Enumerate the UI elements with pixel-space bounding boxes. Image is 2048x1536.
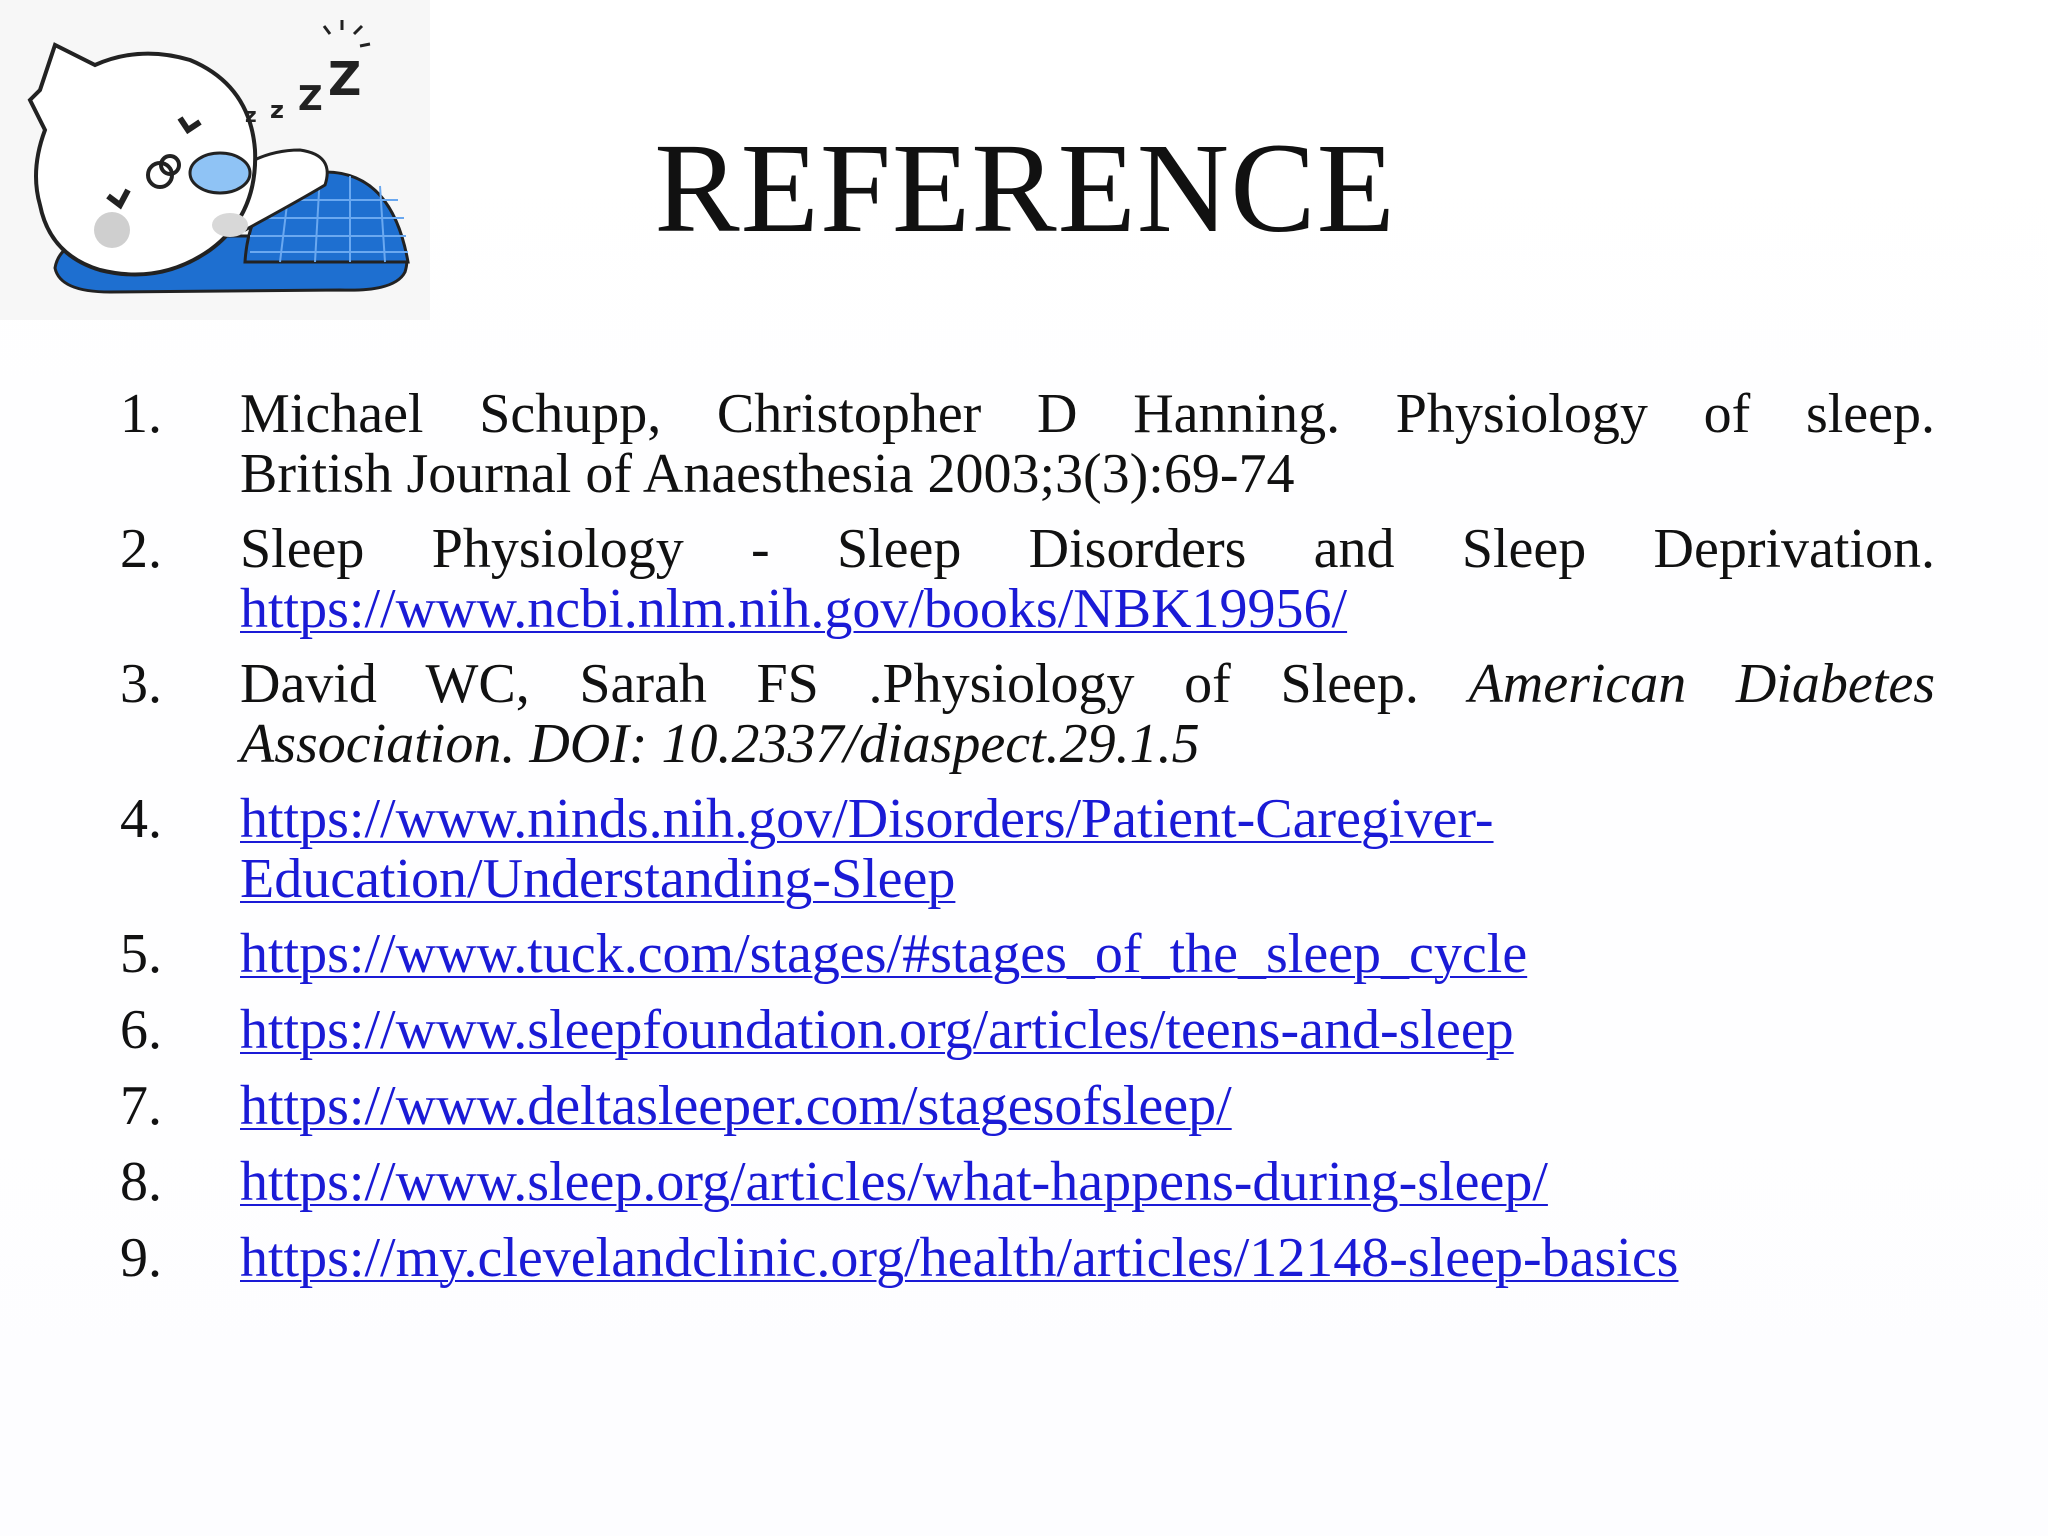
svg-text:z: z (270, 96, 284, 124)
reference-number: 1. (120, 383, 162, 445)
reference-list (120, 384, 1935, 1304)
reference-number: 6. (120, 999, 162, 1061)
svg-text:z: z (245, 103, 257, 127)
reference-text: Michael Schupp, Christopher D Hanning. Physiology of sleep. (240, 383, 1935, 445)
reference-number: 5. (120, 923, 162, 985)
reference-number: 3. (120, 653, 162, 715)
reference-text-block (240, 654, 1935, 774)
slide-title: REFERENCE (654, 117, 1396, 259)
svg-text:Z: Z (298, 79, 323, 119)
reference-link[interactable]: https://www.deltasleeper.com/stagesofsleep/ (240, 1075, 1232, 1137)
reference-number: 4. (120, 788, 162, 850)
reference-number: 9. (120, 1227, 162, 1289)
sleeping-cat-icon (0, 0, 430, 320)
reference-text: Sleep Physiology - Sleep Disorders and Sleep Deprivation. (240, 518, 1935, 580)
reference-item-9 (120, 1228, 1935, 1288)
reference-link-continued[interactable]: Education/Understanding-Sleep (240, 848, 956, 910)
reference-link[interactable]: https://www.tuck.com/stages/#stages_of_the_sleep_cycle (240, 923, 1528, 985)
reference-item-7 (120, 1076, 1935, 1136)
reference-item-3 (120, 654, 1935, 774)
reference-item-8 (120, 1152, 1935, 1212)
reference-item-5 (120, 924, 1935, 984)
reference-link[interactable]: https://my.clevelandclinic.org/health/articles/12148-sleep-basics (240, 1227, 1679, 1289)
svg-text:Z: Z (328, 52, 362, 106)
reference-item-2 (120, 519, 1935, 639)
reference-number: 8. (120, 1151, 162, 1213)
reference-number: 7. (120, 1075, 162, 1137)
reference-number: 2. (120, 518, 162, 580)
reference-text: David WC, Sarah FS .Physiology of Sleep. (240, 653, 1469, 715)
reference-item-1 (120, 384, 1935, 504)
reference-link[interactable]: https://www.sleepfoundation.org/articles/teens-and-sleep (240, 999, 1514, 1061)
reference-text: British Journal of Anaesthesia 2003;3(3):69-74 (240, 443, 1295, 505)
reference-journal: American Diabetes Association. DOI: 10.2337/diaspect.29.1.5 (240, 653, 1935, 775)
reference-link[interactable]: https://www.sleep.org/articles/what-happens-during-sleep/ (240, 1151, 1548, 1213)
reference-link[interactable]: https://www.ninds.nih.gov/Disorders/Patient-Caregiver- (240, 788, 1494, 850)
reference-link[interactable]: https://www.ncbi.nlm.nih.gov/books/NBK19956/ (240, 578, 1348, 640)
reference-item-6 (120, 1000, 1935, 1060)
reference-item-4 (120, 789, 1935, 909)
